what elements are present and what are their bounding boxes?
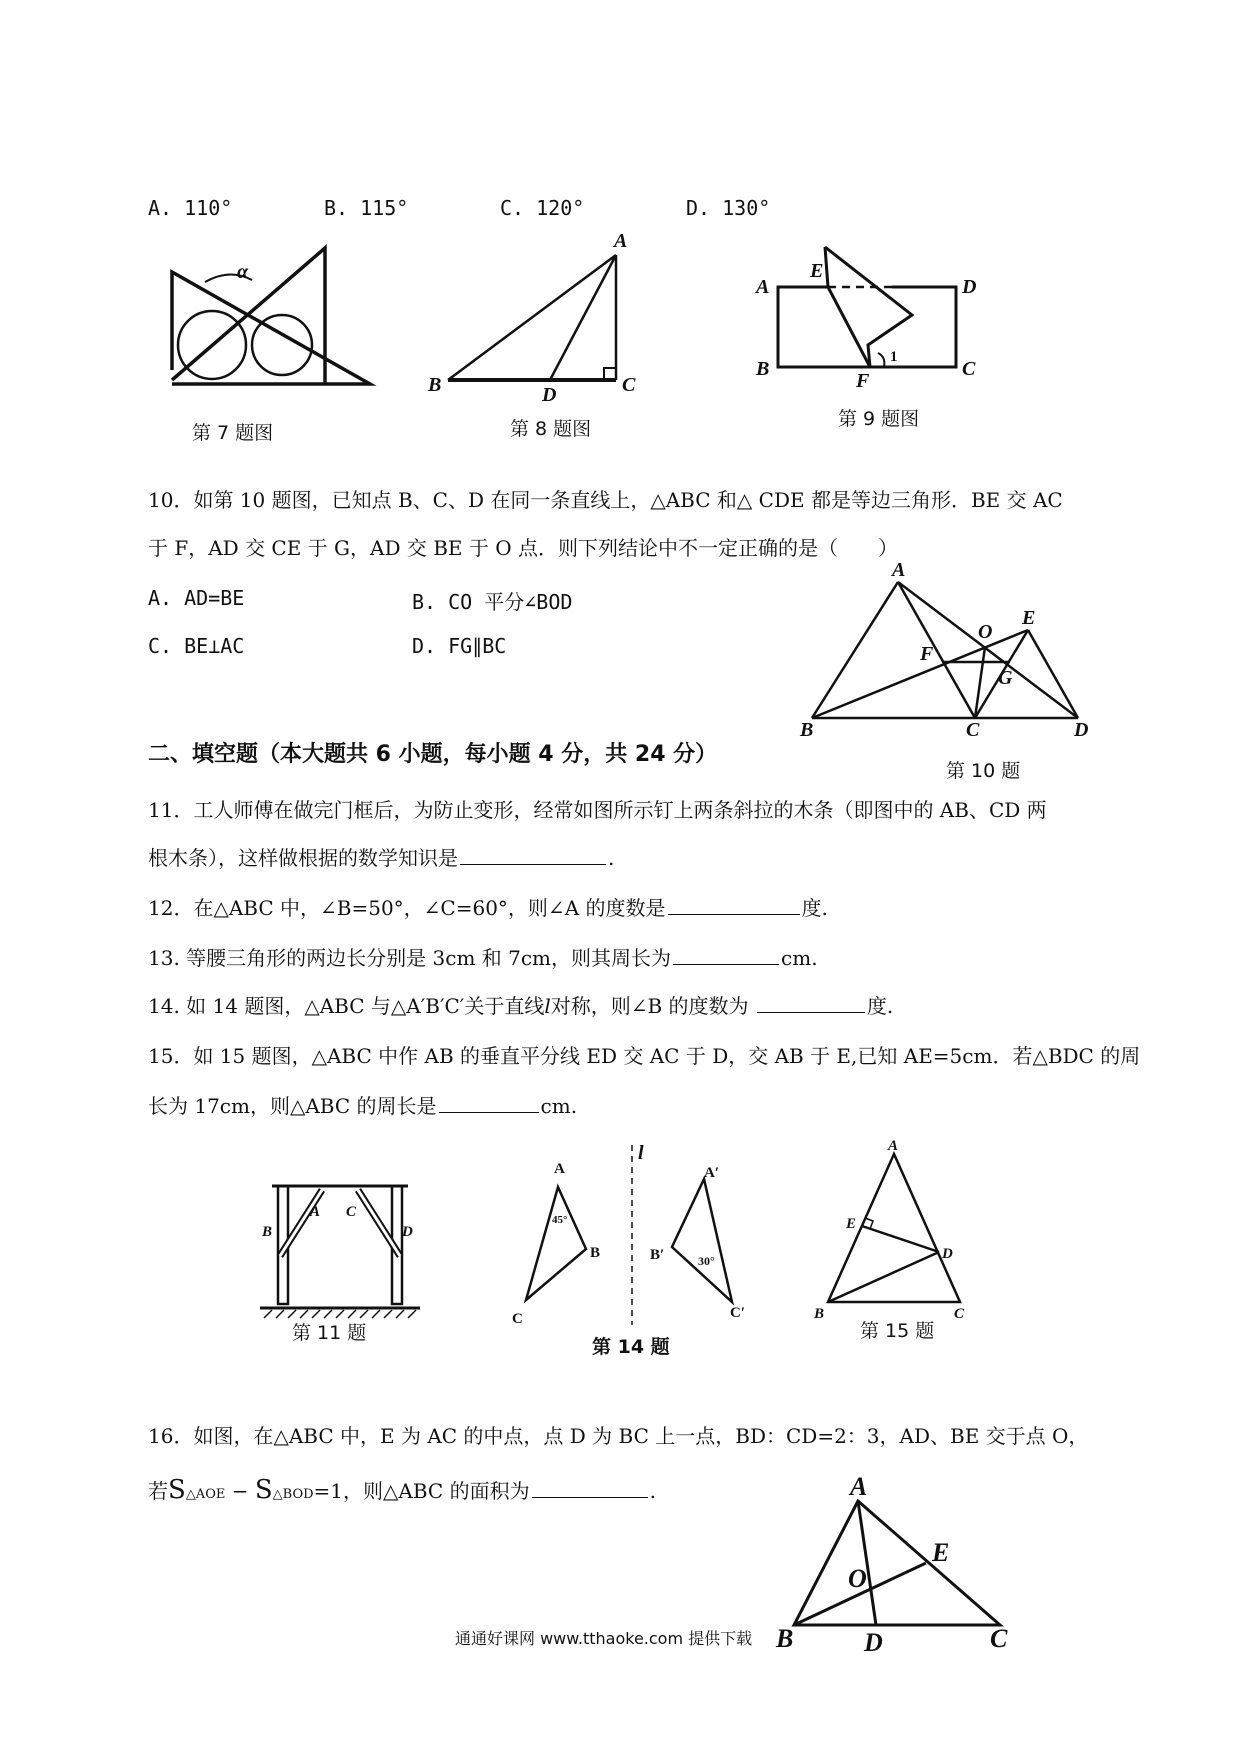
answer-blank[interactable] — [668, 894, 800, 915]
label-d: D — [1074, 719, 1089, 741]
q11-end: . — [608, 846, 615, 870]
q14-question-cont: 对称，则∠B 的度数为 — [550, 994, 755, 1018]
q10-text-line2: 于 F，AD 交 CE 于 G，AD 交 BE 于 O 点．则下列结论中不一定正确的是（ ） — [148, 536, 898, 560]
label-e: E — [846, 1216, 857, 1232]
q6-option-b: B. 115° — [324, 196, 409, 220]
label-b: B — [800, 719, 814, 741]
q15-unit: cm. — [540, 1094, 578, 1118]
label-45: 45° — [552, 1214, 568, 1226]
area-symbol: S — [254, 1475, 273, 1505]
answer-blank[interactable] — [439, 1092, 539, 1113]
label-e: E — [810, 260, 824, 282]
q16-if: 若 — [148, 1479, 168, 1503]
label-d: D — [542, 384, 557, 406]
label-f: F — [856, 370, 870, 392]
caption-q11: 第 11 题 — [292, 1322, 367, 1344]
q10-option-c: C. BE⊥AC — [148, 634, 245, 658]
figure-q9 — [750, 235, 990, 390]
q14-text — [148, 992, 893, 1020]
answer-blank[interactable] — [532, 1477, 648, 1498]
q12-question: 12．在△ABC 中，∠B=50°，∠C=60°，则∠A 的度数是 — [148, 896, 666, 920]
q16-text-line1: 16．如图，在△ABC 中，E 为 AC 的中点，点 D 为 BC 上一点，BD：CD=2：3，AD、BE 交于点 O， — [148, 1424, 1089, 1448]
label-30: 30° — [698, 1254, 715, 1268]
caption-q10: 第 10 题 — [946, 760, 1021, 782]
label-c: C — [990, 1624, 1008, 1653]
label-c: C — [622, 374, 636, 396]
q16-question: =1，则△ABC 的面积为 — [313, 1479, 530, 1503]
q6-option-a: A. 110° — [148, 196, 233, 220]
label-b: B — [814, 1306, 825, 1322]
label-c-prime: C′ — [730, 1305, 746, 1321]
answer-blank[interactable] — [460, 844, 606, 865]
label-g: G — [998, 667, 1013, 689]
q14-unit: 度. — [866, 994, 894, 1018]
q13-unit: cm. — [781, 946, 818, 970]
label-d: D — [942, 1246, 953, 1262]
figure-q16 — [776, 1472, 1030, 1657]
figure-q11 — [260, 1160, 420, 1320]
q13-question: 13. 等腰三角形的两边长分别是 3cm 和 7cm，则其周长为 — [148, 946, 672, 970]
label-b: B — [428, 374, 442, 396]
label-d: D — [962, 276, 977, 298]
q11-text-line1: 11．工人师傅在做完门框后，为防止变形，经常如图所示钉上两条斜拉的木条（即图中的 AB、CD 两 — [148, 798, 1047, 822]
label-d: D — [402, 1224, 413, 1240]
q14-question: 14. 如 14 题图，△ABC 与△A′B′C′关于直线 — [148, 994, 545, 1018]
q15-text-line1: 15．如 15 题图，△ABC 中作 AB 的垂直平分线 ED 交 AC 于 D，交 AB 于 E,已知 AE=5cm．若△BDC 的周 — [148, 1044, 1141, 1068]
label-a-prime: A′ — [704, 1165, 720, 1181]
q13-text — [148, 944, 818, 972]
area-subscript: △BOD — [272, 1487, 314, 1502]
q10-option-a: A. AD=BE — [148, 586, 245, 610]
q11-text: 根木条），这样做根据的数学知识是 — [148, 846, 458, 870]
label-l: l — [638, 1142, 644, 1164]
q16-text-line2 — [148, 1476, 656, 1509]
figure-q8 — [420, 225, 660, 406]
caption-q9: 第 9 题图 — [838, 408, 920, 430]
q11-text-line2 — [148, 844, 614, 872]
label-e: E — [1022, 607, 1036, 629]
minus-sign: − — [225, 1479, 255, 1503]
label-a: A — [554, 1161, 565, 1177]
q15-question: 长为 17cm，则△ABC 的周长是 — [148, 1094, 437, 1118]
figure-q7 — [160, 240, 380, 400]
label-c: C — [512, 1311, 523, 1327]
q16-end: . — [649, 1479, 656, 1503]
label-b: B — [776, 1624, 794, 1653]
caption-q7: 第 7 题图 — [192, 422, 274, 444]
label-c: C — [966, 719, 980, 741]
label-b: B — [590, 1245, 601, 1261]
area-symbol: S — [168, 1475, 186, 1505]
footer-watermark: 通通好课网 www.tthaoke.com 提供下载 — [455, 1629, 753, 1648]
caption-q15: 第 15 题 — [860, 1320, 935, 1342]
q6-option-c: C. 120° — [500, 196, 585, 220]
label-1: 1 — [890, 349, 898, 365]
q14-line-var: l — [544, 994, 551, 1018]
q12-unit: 度. — [801, 896, 828, 920]
label-a: A — [756, 276, 770, 298]
label-b: B — [262, 1224, 273, 1240]
q10-text-line1: 10．如第 10 题图，已知点 B、C、D 在同一条直线上，△ABC 和△ CDE 都是等边三角形．BE 交 AC — [148, 488, 1063, 512]
label-e: E — [932, 1538, 950, 1567]
area-subscript: △AOE — [185, 1487, 226, 1502]
label-c: C — [962, 358, 976, 380]
caption-q8: 第 8 题图 — [510, 418, 592, 440]
figure-q15 — [810, 1140, 980, 1320]
label-o: O — [848, 1564, 867, 1593]
label-b: B — [756, 358, 770, 380]
label-alpha: α — [237, 261, 249, 283]
label-a: A — [850, 1472, 868, 1501]
q10-option-d: D. FG∥BC — [412, 634, 507, 658]
figure-q14 — [500, 1142, 780, 1330]
q10-option-b: B. CO 平分∠BOD — [412, 590, 573, 614]
q6-option-d: D. 130° — [686, 196, 771, 220]
label-f: F — [920, 643, 934, 665]
answer-blank[interactable] — [673, 944, 779, 965]
label-b-prime: B′ — [650, 1247, 665, 1263]
label-a: A — [614, 230, 628, 252]
label-d: D — [864, 1628, 883, 1657]
figure-q10 — [800, 560, 1100, 740]
label-o: O — [978, 621, 993, 643]
label-c: C — [346, 1204, 357, 1220]
q12-text — [148, 894, 828, 922]
label-a: A — [892, 559, 906, 581]
caption-q14: 第 14 题 — [592, 1336, 670, 1358]
answer-blank[interactable] — [757, 992, 865, 1013]
q15-text-line2 — [148, 1092, 577, 1120]
label-c: C — [954, 1306, 965, 1322]
label-a: A — [310, 1204, 321, 1220]
section-title: 二、填空题（本大题共 6 小题，每小题 4 分，共 24 分） — [148, 742, 718, 767]
label-a: A — [888, 1138, 899, 1154]
